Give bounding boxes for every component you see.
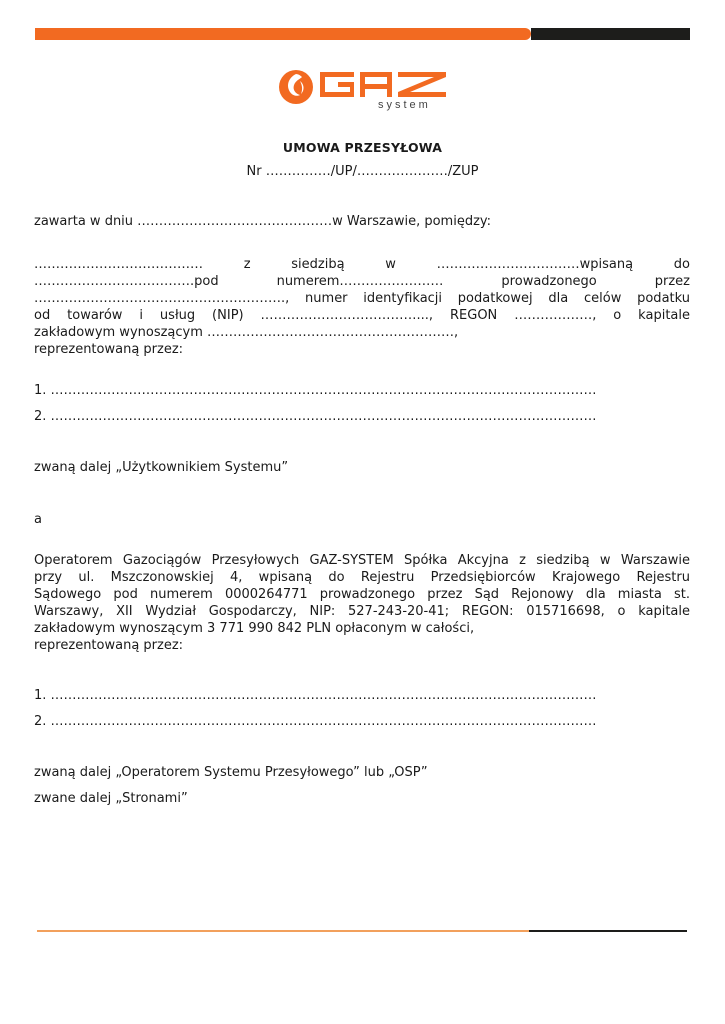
party2-block [34,552,690,654]
footer-line-orange [37,930,529,932]
party1-row: ………………………………… z siedzibą w ……………………………wpisaną do [34,257,690,272]
footer-line [37,930,687,932]
called-parties: zwane dalej „Stronami” [34,791,188,806]
represented-by-2: reprezentowaną przez: [34,638,184,653]
gaz-wordmark [320,72,446,97]
party1-row: od towarów i usług (NIP) ………………………………..., REGON ………………, o kapitale [34,308,690,323]
party1-row: zakładowym wynoszącym …………………………………………………, [34,325,459,340]
contract-number: Nr ……………/UP/…………………/ZUP [246,164,479,179]
party2-row: Warszawy, XII Wydział Gospodarczy, NIP: 527-243-20-41; REGON: 015716698, o kapitale [34,604,690,619]
party1-block [34,256,690,358]
party2-row: Sądowego pod numerem 0000264771 prowadzonego przez Sąd Rejonowy dla miasta st. [34,587,690,602]
party2-row: przy ul. Mszczonowskiej 4, wpisaną do Rejestru Przedsiębiorców Krajowego Rejestru [34,570,690,585]
party1-row: ……………………………….pod numerem…………………… prowadzonego przez [34,274,690,289]
party2-row: zakładowym wynoszącym 3 771 990 842 PLN opłaconym w całości, [34,621,475,636]
representative-2-line-2: 2. ……………………………………………………………………………………………………………… [34,714,597,729]
flame-icon [279,70,313,104]
representative-1-line-2: 2. ……………………………………………………………………………………………………………… [34,409,597,424]
footer-line-black [529,930,687,932]
representative-1-line-1: 1. ……………………………………………………………………………………………………………… [34,383,597,398]
called-user-system: zwaną dalej „Użytkownikiem Systemu” [34,460,289,475]
logo-subtext: system [378,99,431,111]
represented-by-1: reprezentowaną przez: [34,342,184,357]
party2-row: Operatorem Gazociągów Przesyłowych GAZ-SYSTEM Spółka Akcyjna z siedzibą w Warszawie [34,553,690,568]
party1-row: …………………………………………………., numer identyfikacji podatkowej dla celów podatku [34,291,690,306]
conjunction-and: a [34,512,42,527]
concluded-line: zawarta w dniu ………………………………………w Warszawie, pomiędzy: [34,214,492,229]
header-bar-orange [35,28,531,40]
header-bar-black [531,28,690,40]
representative-2-line-1: 1. ……………………………………………………………………………………………………………… [34,688,597,703]
gaz-system-logo [274,62,454,112]
called-osp: zwaną dalej „Operatorem Systemu Przesyłowego” lub „OSP” [34,765,428,780]
document-title: UMOWA PRZESYŁOWA [282,140,443,155]
header-bar [35,28,690,40]
